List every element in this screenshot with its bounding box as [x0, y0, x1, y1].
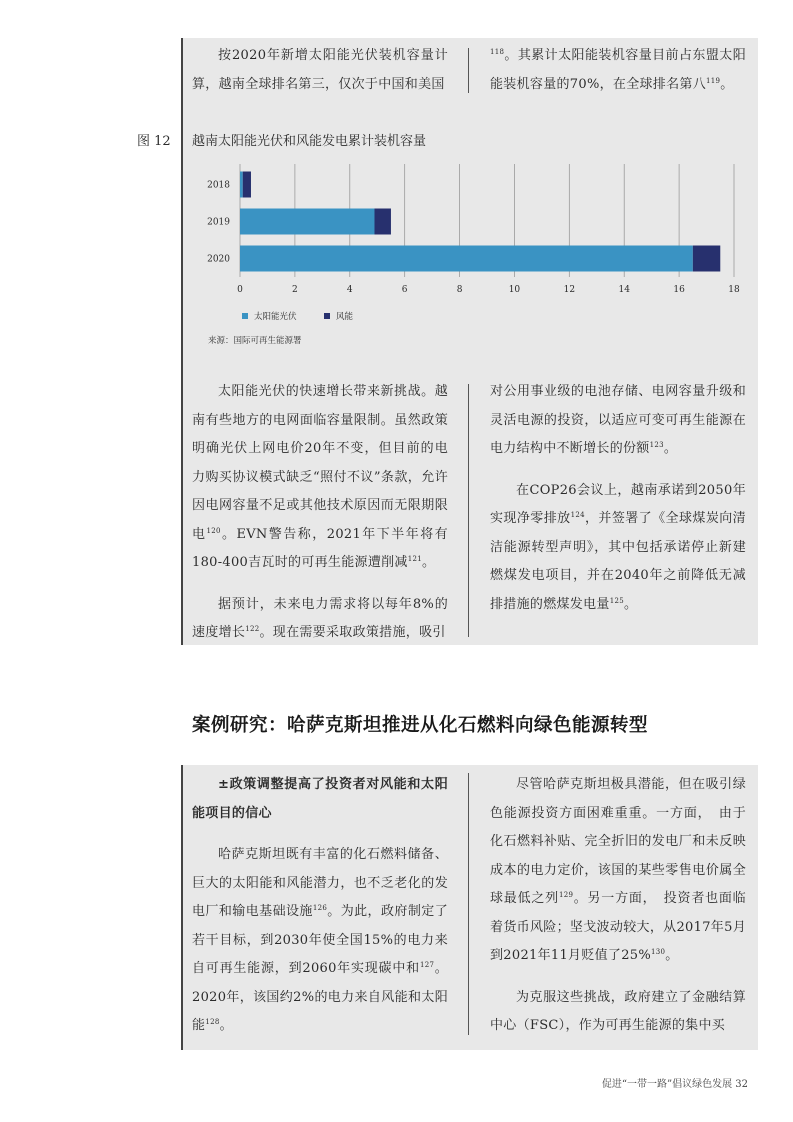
bar-chart: [192, 162, 752, 336]
x-tick-label: 14: [618, 285, 630, 295]
panel-accent-bar: [181, 765, 183, 1050]
x-tick-label: 8: [456, 285, 463, 295]
column-divider: [468, 48, 469, 93]
y-category-label: 2018: [207, 180, 230, 191]
x-tick-label: 16: [673, 285, 685, 295]
legend-label: 太阳能光伏: [254, 312, 297, 322]
page-number: 32: [735, 1079, 748, 1090]
paragraph: 为克服这些挑战，政府建立了金融结算中心（FSC），作为可再生能源的集中买: [490, 989, 746, 1033]
bar-wind-2020: [693, 246, 720, 272]
legend-swatch: [242, 313, 248, 319]
legend-label: 风能: [336, 312, 354, 322]
y-category-label: 2020: [207, 254, 230, 265]
x-tick-label: 0: [237, 285, 243, 295]
paragraph: $^{118}$。其累计太阳能装机容量目前占东盟太阳能装机容量的70%，在全球排名第八$^{119}$。: [490, 48, 746, 92]
bar-solar-2019: [240, 209, 374, 235]
text-column-right: [490, 378, 746, 619]
bar-solar-2018: [240, 172, 243, 198]
section-heading: ±政策调整提高了投资者对风能和太阳能项目的信心: [192, 777, 448, 821]
text-column-left: [192, 771, 448, 1041]
paragraph: 太阳能光伏的快速增长带来新挑战。越南有些地方的电网面临容量限制。虽然政策明确光伏上网电价20年不变，但目前的电力购买协议模式缺乏“照付不议”条款，允许因电网容量不足或其他技术原因而无限期限电$^{120}$。EVN警告称，2021年下半年将有180-400吉瓦时的可再生能源遭削减$^{121}$。: [192, 384, 448, 570]
x-tick-label: 12: [563, 285, 576, 295]
paragraph: 按2020年新增太阳能光伏装机容量计算，越南全球排名第三，仅次于中国和美国: [192, 48, 448, 92]
figure-number: 图 12: [137, 134, 171, 149]
bar-wind-2019: [374, 209, 390, 235]
figure-source: 来源：国际可再生能源署: [208, 336, 302, 346]
case-study-title: 案例研究：哈萨克斯坦推进从化石燃料向绿色能源转型: [192, 715, 649, 736]
x-tick-label: 6: [401, 285, 408, 295]
text-column-right: [490, 42, 746, 99]
column-divider: [468, 773, 469, 1035]
bar-solar-2020: [240, 246, 693, 272]
text-column-left: [192, 42, 448, 99]
chart-svg: [192, 162, 752, 332]
paragraph: 对公用事业级的电池存储、电网容量升级和灵活电源的投资，以适应可变可再生能源在电力结构中不断增长的份额$^{123}$。: [490, 384, 746, 456]
column-divider: [468, 384, 469, 637]
x-tick-label: 2: [292, 285, 298, 295]
x-tick-label: 10: [508, 285, 521, 295]
paragraph: 在COP26会议上，越南承诺到2050年实现净零排放$^{124}$，并签署了《全球煤炭向清洁能源转型声明》，其中包括承诺停止新建燃煤发电项目，并在2040年之前降低无减排措施的燃煤发电量$^{125}$。: [490, 482, 746, 612]
text-column-right: [490, 771, 746, 1041]
paragraph: 尽管哈萨克斯坦极具潜能，但在吸引绿色能源投资方面困难重重。一方面， 由于化石燃料补贴、完全折旧的发电厂和未反映成本的电力定价，该国的某些零售电价属全球最低之列$^{129}$。另一方面， 投资者也面临着货币风险；坚戈波动较大，从2017年5月到2021年11月贬值了25%$^{130}$。: [490, 777, 746, 963]
y-category-label: 2019: [207, 217, 230, 228]
paragraph: 据预计，未来电力需求将以每年8%的速度增长$^{122}$。现在需要采取政策措施，吸引: [192, 596, 448, 640]
x-tick-label: 18: [728, 285, 740, 295]
paragraph: 哈萨克斯坦既有丰富的化石燃料储备、巨大的太阳能和风能潜力，也不乏老化的发电厂和输电基础设施$^{126}$。为此，政府制定了若干目标，到2030年使全国15%的电力来自可再生能源，到2060年实现碳中和$^{127}$。2020年，该国约2%的电力来自风能和太阳能$^{128}$。: [192, 847, 449, 1033]
x-tick-label: 4: [346, 285, 353, 295]
footer-text: 促进“一带一路”倡议绿色发展: [601, 1079, 733, 1090]
page-footer: [602, 1075, 748, 1090]
panel-accent-bar: [181, 38, 183, 645]
text-column-left: [192, 378, 448, 648]
bar-wind-2018: [243, 172, 251, 198]
legend-swatch: [324, 313, 330, 319]
figure-title: 越南太阳能光伏和风能发电累计装机容量: [192, 134, 427, 149]
